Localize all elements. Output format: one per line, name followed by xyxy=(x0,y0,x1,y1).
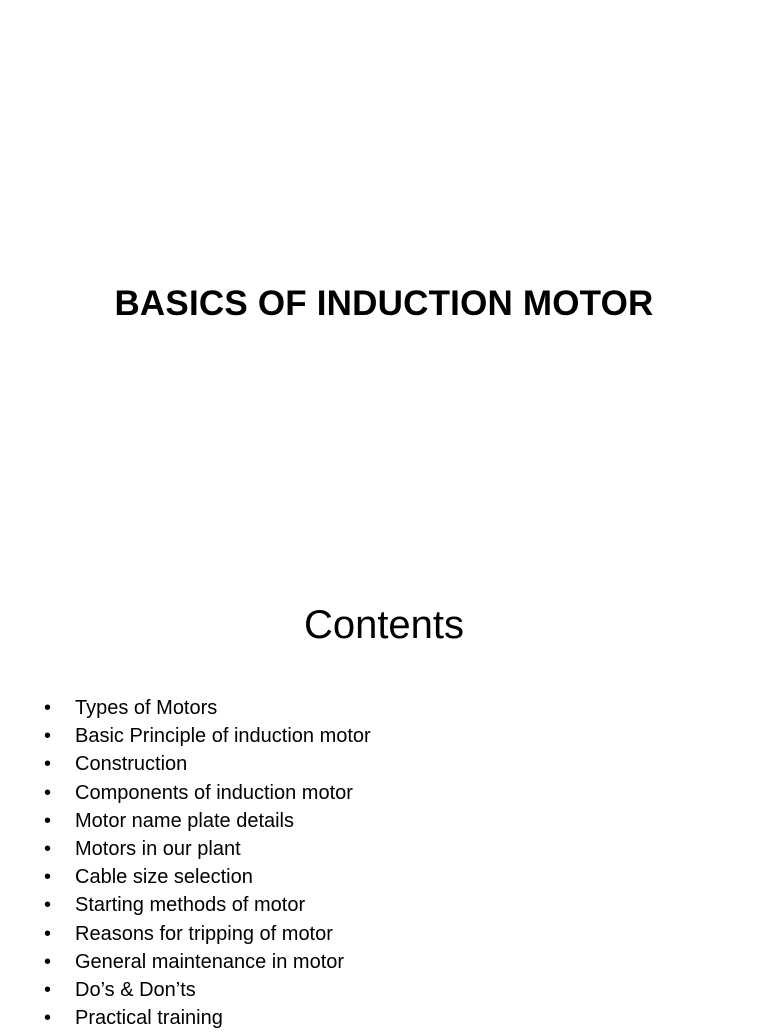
list-item-label: Starting methods of motor xyxy=(75,894,306,917)
bullet-icon: • xyxy=(44,725,52,748)
slide-title: BASICS OF INDUCTION MOTOR xyxy=(114,284,654,323)
list-item-label: General maintenance in motor xyxy=(75,950,345,973)
list-item-label: Components of induction motor xyxy=(75,781,353,804)
bullet-icon: • xyxy=(44,809,52,832)
list-item-label: Motors in our plant xyxy=(75,837,241,860)
contents-heading: Contents xyxy=(303,603,465,647)
list-item-label: Cable size selection xyxy=(75,866,253,889)
bullet-icon: • xyxy=(44,753,52,776)
list-item-label: Reasons for tripping of motor xyxy=(75,922,333,945)
bullet-icon: • xyxy=(44,1007,52,1030)
bullet-icon: • xyxy=(44,894,52,917)
bullet-icon: • xyxy=(44,697,52,719)
list-item-label: Do’s & Don’ts xyxy=(75,978,196,1001)
bullet-icon: • xyxy=(44,922,52,945)
list-item-label: Basic Principle of induction motor xyxy=(75,725,371,748)
bullet-icon: • xyxy=(44,950,52,973)
bullet-icon: • xyxy=(44,866,52,889)
bullet-icon: • xyxy=(44,837,52,860)
bullet-icon: • xyxy=(44,781,52,804)
list-item-label: Types of Motors xyxy=(75,697,218,719)
bullet-icon: • xyxy=(44,978,52,1001)
list-item-label: Construction xyxy=(75,753,188,776)
list-item-label: Motor name plate details xyxy=(75,809,295,832)
list-item-label: Practical training xyxy=(75,1007,223,1030)
